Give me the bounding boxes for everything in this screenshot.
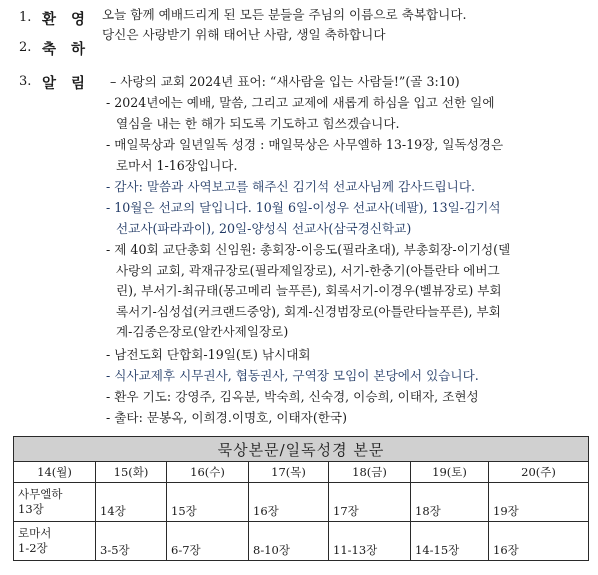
day-header: 17(목) xyxy=(249,462,329,483)
section-number-2: 2. xyxy=(19,40,32,55)
notice-line: 계-김종은장로(알칸사제일장로) xyxy=(116,324,289,339)
table-cell xyxy=(249,483,329,522)
day-header: 18(금) xyxy=(329,462,411,483)
notice-thanks xyxy=(106,177,475,198)
chapter-value: 16장 xyxy=(253,504,279,518)
chapter-value: 15장 xyxy=(171,504,197,518)
section-heading-congrats: 축 하 xyxy=(42,41,91,58)
day-header: 19(토) xyxy=(411,462,489,483)
notice-line: - 환우 기도: 강영주, 김옥분, 박숙희, 신숙경, 이승희, 이태자, 조현성 xyxy=(106,389,479,404)
notice-line: 로마서 1-16장입니다. xyxy=(116,157,238,173)
table-cell xyxy=(489,483,589,522)
notice-mens-fellowship xyxy=(106,345,311,366)
table-row xyxy=(14,522,589,561)
notice-line: 선교사(파라과이), 20일-양성식 선교사(삼국경신학교) xyxy=(116,220,412,236)
table-cell xyxy=(96,522,167,561)
chapter-value: 16장 xyxy=(493,543,519,557)
table-cell xyxy=(411,483,489,522)
chapter-value: 14-15장 xyxy=(415,543,460,557)
notice-line: – 사랑의 교회 2024년 표어: “새사람을 입는 사람들!”(골 3:10) xyxy=(110,74,460,89)
table-header-row xyxy=(14,462,589,483)
table-cell xyxy=(167,522,249,561)
notice-line: - 남전도회 단합회-19일(토) 낚시대회 xyxy=(106,347,311,362)
notice-mission-month xyxy=(106,198,501,239)
notice-prayer-list xyxy=(106,387,479,408)
table-cell xyxy=(329,522,411,561)
day-header: 16(수) xyxy=(167,462,249,483)
notice-line: - 감사: 말씀과 사역보고를 해주신 김기석 선교사님께 감사드립니다. xyxy=(106,179,475,194)
section-heading-welcome: 환 영 xyxy=(42,11,91,28)
notice-line: - 2024년에는 예배, 말씀, 그리고 교제에 새롭게 하심을 입고 선한 일에 xyxy=(106,95,495,110)
section-number-3: 3. xyxy=(19,74,32,89)
table-cell xyxy=(411,522,489,561)
section-heading-notices: 알 림 xyxy=(42,75,91,92)
chapter-value: 13장 xyxy=(18,502,44,516)
chapter-value: 11-13장 xyxy=(333,543,378,557)
chapter-value: 14장 xyxy=(100,504,126,518)
chapter-value: 3-5장 xyxy=(100,543,130,557)
notice-line: - 10월은 선교의 달입니다. 10월 6일-이성우 선교사(네팔), 13일-김기석 xyxy=(106,200,501,215)
congrats-text: 당신은 사랑받기 위해 태어난 사람, 생일 축하합니다 xyxy=(102,27,386,42)
chapter-value: 8-10장 xyxy=(253,543,290,557)
notice-general-assembly xyxy=(106,240,510,343)
table-cell xyxy=(14,522,96,561)
notice-line: - 출타: 문봉옥, 이희경.이명호, 이태자(한국) xyxy=(106,410,347,425)
notice-line: - 제 40회 교단총회 신임원: 총회장-이응도(필라초대), 부총회장-이기성(델 xyxy=(106,242,511,257)
table-cell xyxy=(167,483,249,522)
notice-line: 열심을 내는 한 해가 되도록 기도하고 힘쓰겠습니다. xyxy=(116,115,400,131)
notice-daily-reading xyxy=(106,135,503,176)
table-cell xyxy=(249,522,329,561)
reading-table xyxy=(13,436,589,561)
notice-line: 록서기-심성섭(커크랜드중앙), 회계-신경범장로(아틀란타늘푸른), 부회 xyxy=(116,303,501,319)
day-header: 15(화) xyxy=(96,462,167,483)
day-header: 14(월) xyxy=(14,462,96,483)
table-title: 묵상본문/일독성경 본문 xyxy=(14,437,589,462)
table-cell xyxy=(14,483,96,522)
chapter-value: 6-7장 xyxy=(171,543,201,557)
notice-motto xyxy=(110,72,460,93)
day-header: 20(주) xyxy=(489,462,589,483)
notice-2024-goal xyxy=(106,93,494,134)
chapter-value: 1-2장 xyxy=(18,541,48,555)
notice-line: 사랑의 교회, 곽재규장로(필라제일장로), 서기-한충기(아틀란타 에버그 xyxy=(116,262,500,278)
table-row xyxy=(14,483,589,522)
notice-line: - 식사교제후 시무권사, 협동권사, 구역장 모임이 본당에서 있습니다. xyxy=(106,368,479,383)
book-name: 로마서 xyxy=(18,526,52,540)
notice-travel xyxy=(106,408,347,429)
table-cell xyxy=(489,522,589,561)
chapter-value: 19장 xyxy=(493,504,519,518)
notice-line: 린), 부서기-최규태(몽고메리 늘푸른), 회록서기-이경우(벨뷰장로) 부회 xyxy=(116,283,502,298)
book-name: 사무엘하 xyxy=(18,487,63,501)
notice-meeting xyxy=(106,366,479,387)
section-number-1: 1. xyxy=(19,10,32,25)
notice-line: - 매일묵상과 일년일독 성경 : 매일묵상은 사무엘하 13-19장, 일독성경은 xyxy=(106,137,504,152)
welcome-text: 오늘 함께 예배드리게 된 모든 분들을 주님의 이름으로 축복합니다. xyxy=(102,7,467,22)
chapter-value: 18장 xyxy=(415,504,441,518)
table-cell xyxy=(329,483,411,522)
chapter-value: 17장 xyxy=(333,504,359,518)
table-cell xyxy=(96,483,167,522)
